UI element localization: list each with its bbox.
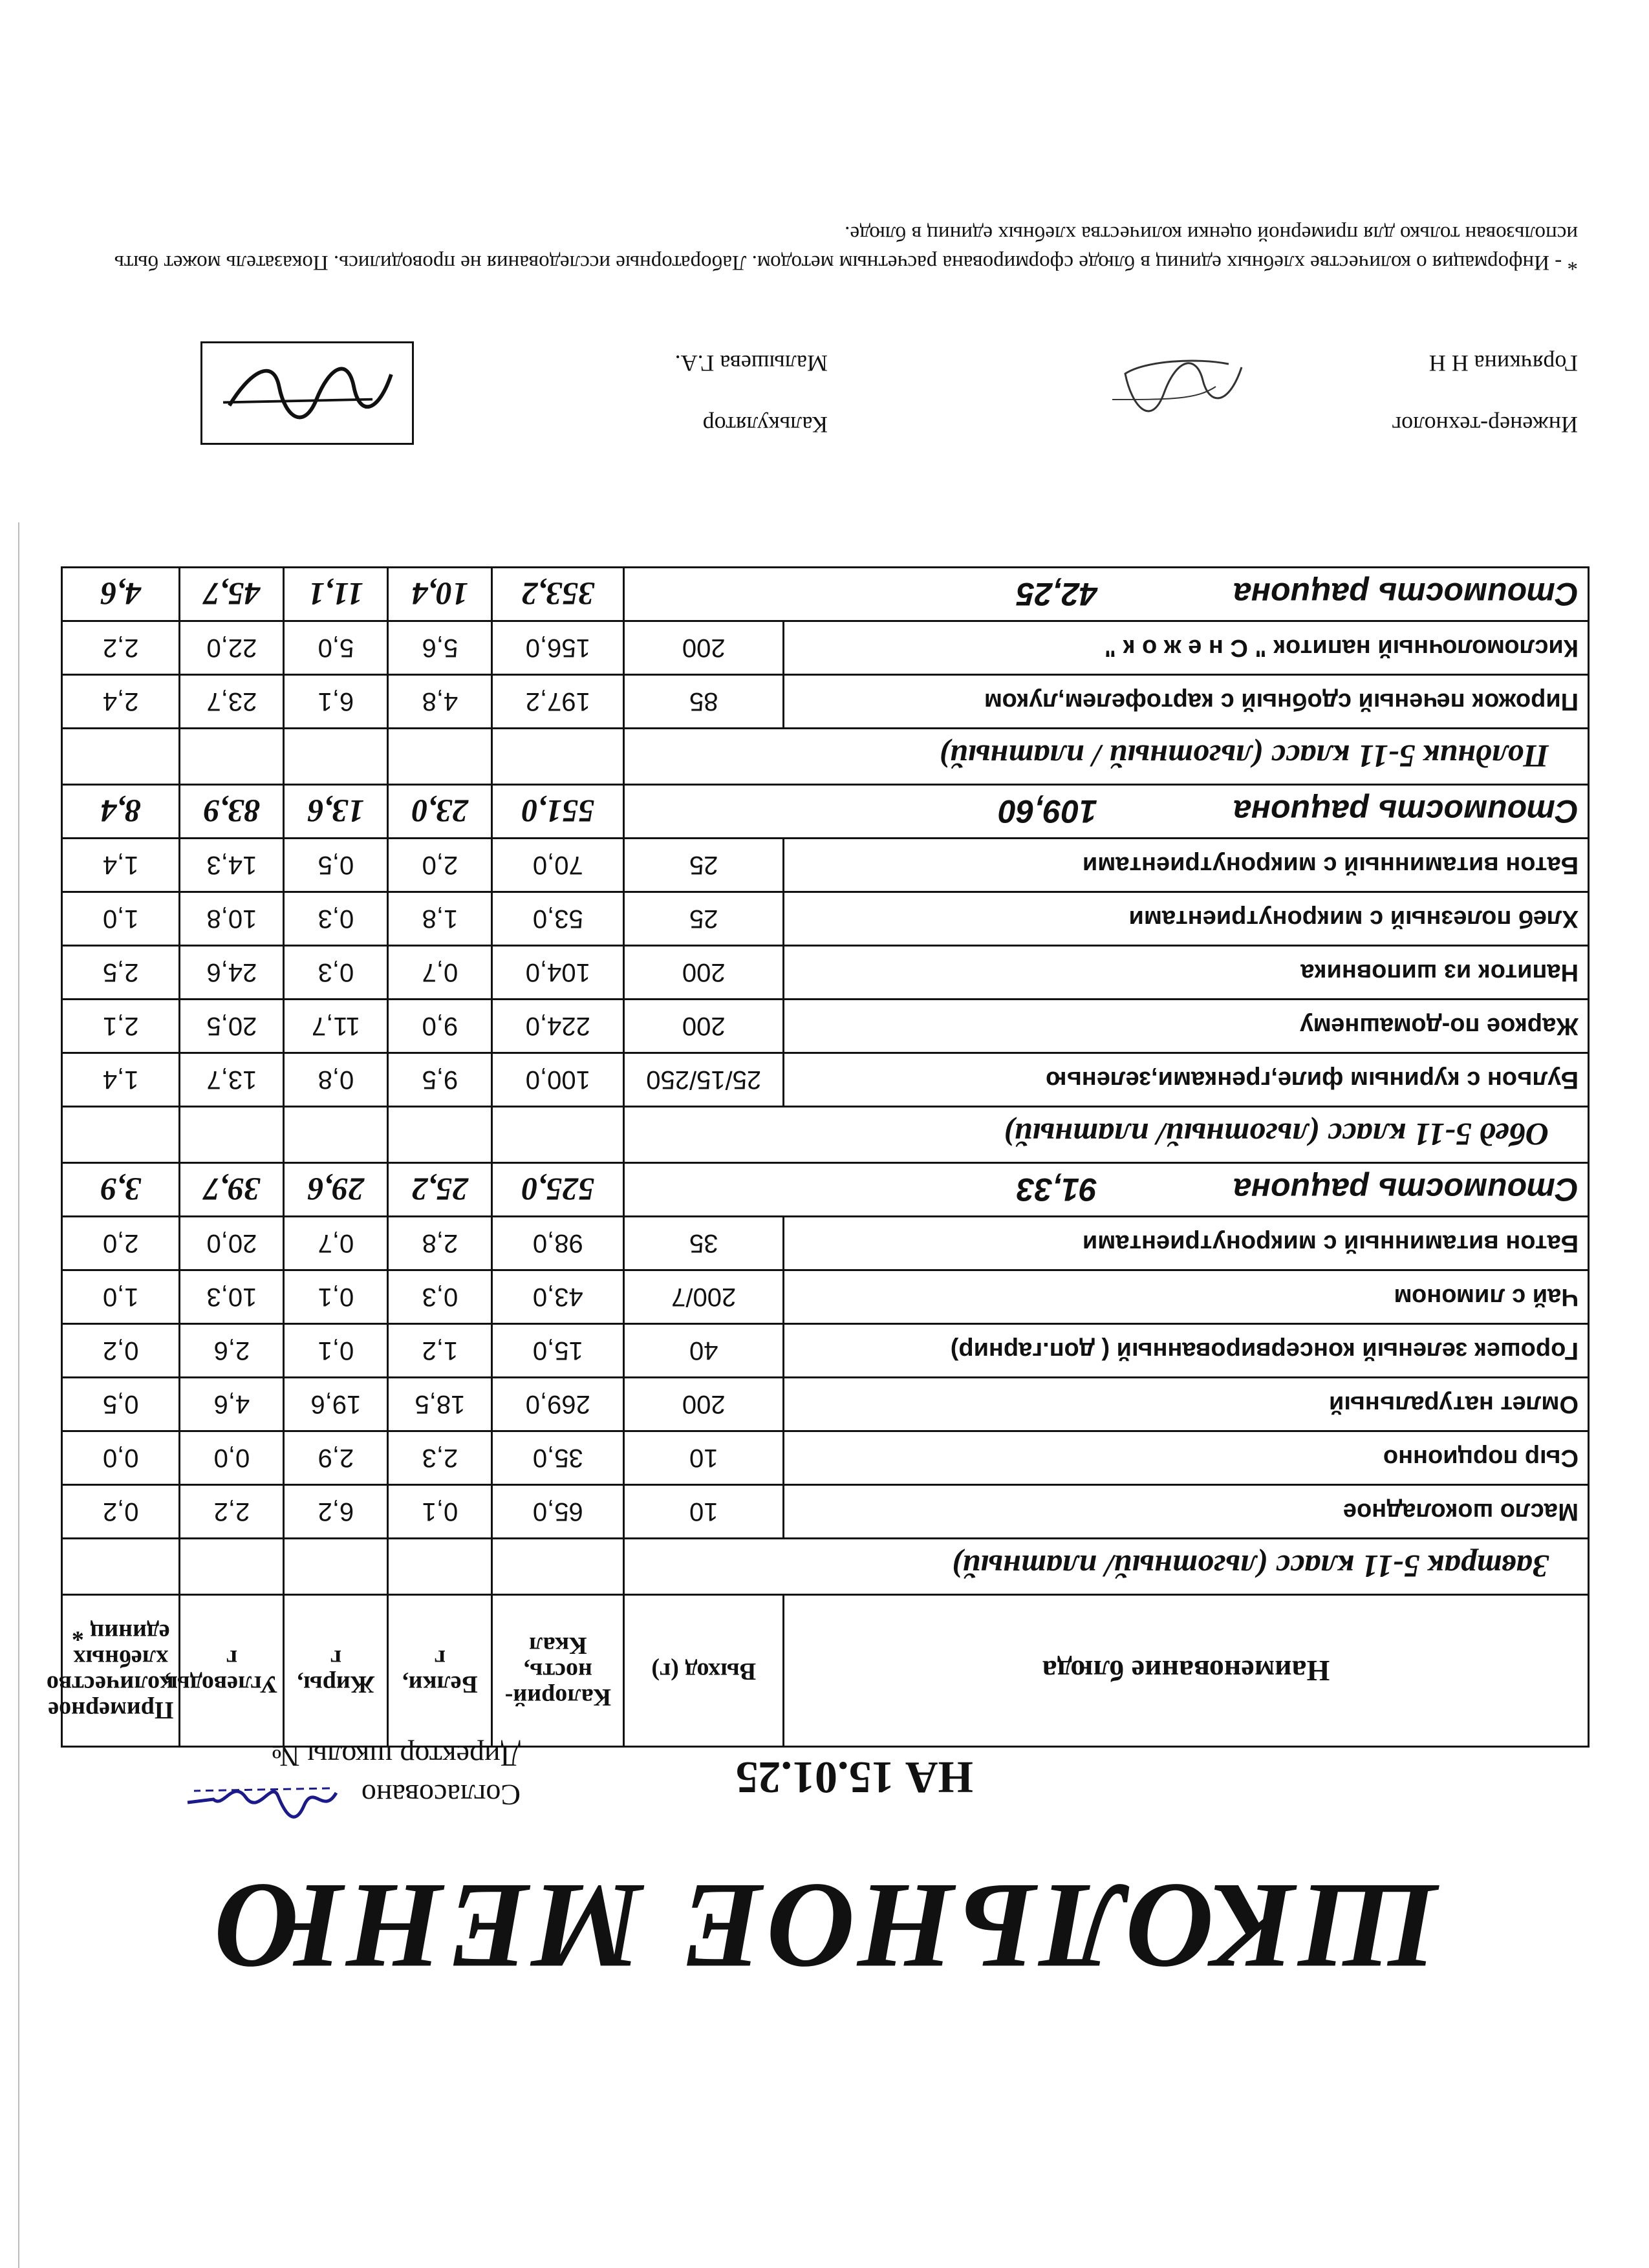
menu-table — [46, 566, 1590, 1748]
column-header-bread-units: Примерное количество хлебных единиц * — [62, 1595, 180, 1747]
cell-carbs: 10,8 — [180, 892, 284, 946]
total-row-breakfast — [62, 1163, 1589, 1217]
cell-protein: 1,2 — [388, 1324, 492, 1378]
cell-bread-units: 1,0 — [62, 892, 180, 946]
table-row — [62, 946, 1589, 1000]
cell-kcal: 35,0 — [492, 1431, 624, 1485]
cell-fat: 19,6 — [284, 1378, 388, 1431]
cell-bread-units: 1,4 — [62, 1053, 180, 1107]
total-bread-units: 3,9 — [62, 1163, 180, 1217]
cell-bread-units: 1,4 — [62, 839, 180, 892]
total-label: Стоимость рациона — [1233, 576, 1579, 612]
cell-bread-units: 0,5 — [62, 1378, 180, 1431]
cell-carbs: 24,6 — [180, 946, 284, 1000]
engineer-title: Инженер-технолог — [1392, 412, 1578, 438]
empty-cell — [388, 1107, 492, 1163]
cell-yield: 85 — [624, 675, 784, 729]
cell-fat: 0,1 — [284, 1324, 388, 1378]
cell-fat: 0,3 — [284, 946, 388, 1000]
total-protein: 10,4 — [388, 568, 492, 621]
total-cell — [624, 785, 1589, 839]
cell-carbs: 2,6 — [180, 1324, 284, 1378]
column-header-fat: Жиры, г — [284, 1595, 388, 1747]
cell-bread-units: 2,4 — [62, 675, 180, 729]
total-fat: 29,6 — [284, 1163, 388, 1217]
cell-fat: 0,5 — [284, 839, 388, 892]
total-cell — [624, 568, 1589, 621]
cell-fat: 0,8 — [284, 1053, 388, 1107]
empty-cell — [62, 729, 180, 785]
section-row-breakfast — [62, 1539, 1589, 1595]
total-label: Стоимость рациона — [1233, 793, 1579, 829]
cell-protein: 0,3 — [388, 1270, 492, 1324]
cell-fat: 11,7 — [284, 1000, 388, 1053]
total-fat: 11,1 — [284, 568, 388, 621]
cell-bread-units: 2,0 — [62, 1217, 180, 1270]
section-title: Обед 5-11 класс (льготный/ платный) — [624, 1107, 1589, 1163]
cell-protein: 2,3 — [388, 1431, 492, 1485]
scan-edge-line — [18, 522, 19, 2268]
cell-carbs: 14,3 — [180, 839, 284, 892]
table-row — [62, 621, 1589, 675]
cell-kcal: 98,0 — [492, 1217, 624, 1270]
cell-carbs: 13,7 — [180, 1053, 284, 1107]
cell-kcal: 65,0 — [492, 1485, 624, 1539]
cell-yield: 10 — [624, 1431, 784, 1485]
cell-yield: 200/7 — [624, 1270, 784, 1324]
footnote: * - Информация о количестве хлебных единиц в блюде сформирована расчетным методом. Лабораторные исследования не проводились. Показатель может быть использован только для примерной оценки количества хлебных единиц в блюде. — [114, 222, 1578, 274]
empty-cell — [62, 1107, 180, 1163]
total-bread-units: 8,4 — [62, 785, 180, 839]
cell-bread-units: 0,2 — [62, 1485, 180, 1539]
cell-yield: 10 — [624, 1485, 784, 1539]
empty-cell — [180, 1539, 284, 1595]
cell-fat: 0,1 — [284, 1270, 388, 1324]
total-kcal: 353,2 — [492, 568, 624, 621]
ration-cost: 91,33 — [1016, 1171, 1097, 1208]
cell-bread-units: 2,5 — [62, 946, 180, 1000]
dish-name: Батон витаминный с микронутриентами — [784, 839, 1589, 892]
cell-protein: 0,7 — [388, 946, 492, 1000]
dish-name: Масло шоколадное — [784, 1485, 1589, 1539]
cell-protein: 5,6 — [388, 621, 492, 675]
section-row-lunch — [62, 1107, 1589, 1163]
cell-protein: 18,5 — [388, 1378, 492, 1431]
cell-yield: 25 — [624, 839, 784, 892]
total-carbs: 45,7 — [180, 568, 284, 621]
empty-cell — [388, 1539, 492, 1595]
empty-cell — [388, 729, 492, 785]
section-title: Полдник 5-11 класс (льготный / платный) — [624, 729, 1589, 785]
cell-carbs: 22,0 — [180, 621, 284, 675]
column-header-carbs: Углеводы, г — [180, 1595, 284, 1747]
cell-kcal: 70,0 — [492, 839, 624, 892]
cell-yield: 35 — [624, 1217, 784, 1270]
empty-cell — [284, 1539, 388, 1595]
cell-bread-units: 0,2 — [62, 1324, 180, 1378]
cell-carbs: 20,5 — [180, 1000, 284, 1053]
empty-cell — [180, 729, 284, 785]
total-label: Стоимость рациона — [1233, 1171, 1579, 1208]
dish-name: Пирожок печеный сдобный с картофелем,луком — [784, 675, 1589, 729]
cell-kcal: 43,0 — [492, 1270, 624, 1324]
cell-fat: 2,9 — [284, 1431, 388, 1485]
total-bread-units: 4,6 — [62, 568, 180, 621]
dish-name: Напиток из шиповника — [784, 946, 1589, 1000]
cell-carbs: 0,0 — [180, 1431, 284, 1485]
ration-cost: 109,60 — [998, 793, 1097, 829]
cell-carbs: 4,6 — [180, 1378, 284, 1431]
cell-yield: 200 — [624, 946, 784, 1000]
total-carbs: 39,7 — [180, 1163, 284, 1217]
empty-cell — [180, 1107, 284, 1163]
dish-name: Омлет натуральный — [784, 1378, 1589, 1431]
table-row — [62, 892, 1589, 946]
cell-protein: 0,1 — [388, 1485, 492, 1539]
cell-yield: 200 — [624, 1378, 784, 1431]
director-line: Директор школы № — [271, 1740, 521, 1773]
cell-kcal: 224,0 — [492, 1000, 624, 1053]
table-row — [62, 839, 1589, 892]
calculator-title: Калькулятор — [702, 412, 828, 438]
cell-fat: 0,3 — [284, 892, 388, 946]
total-fat: 13,6 — [284, 785, 388, 839]
total-cell — [624, 1163, 1589, 1217]
dish-name: Кисломолочный напиток " С н е ж о к " — [784, 621, 1589, 675]
total-kcal: 525,0 — [492, 1163, 624, 1217]
cell-carbs: 2,2 — [180, 1485, 284, 1539]
section-title: Завтрак 5-11 класс (льготный/ платный) — [624, 1539, 1589, 1595]
cell-kcal: 53,0 — [492, 892, 624, 946]
table-row — [62, 1378, 1589, 1431]
empty-cell — [62, 1539, 180, 1595]
cell-bread-units: 0,0 — [62, 1431, 180, 1485]
table-row — [62, 1270, 1589, 1324]
table-row — [62, 1053, 1589, 1107]
cell-fat: 6,2 — [284, 1485, 388, 1539]
dish-name: Чай с лимоном — [784, 1270, 1589, 1324]
cell-bread-units: 1,0 — [62, 1270, 180, 1324]
cell-fat: 0,7 — [284, 1217, 388, 1270]
ration-cost: 42,25 — [1016, 576, 1097, 612]
table-row — [62, 1217, 1589, 1270]
cell-carbs: 20,0 — [180, 1217, 284, 1270]
total-row-snack — [62, 568, 1589, 621]
section-row-snack — [62, 729, 1589, 785]
dish-name: Жаркое по-домашнему — [784, 1000, 1589, 1053]
empty-cell — [492, 729, 624, 785]
table-row — [62, 1324, 1589, 1378]
cell-kcal: 269,0 — [492, 1378, 624, 1431]
column-header-dish: Наименование блюда — [784, 1595, 1589, 1747]
empty-cell — [492, 1107, 624, 1163]
empty-cell — [284, 729, 388, 785]
total-row-lunch — [62, 785, 1589, 839]
total-carbs: 83,9 — [180, 785, 284, 839]
menu-date: НА 15.01.25 — [735, 1752, 973, 1802]
cell-kcal: 104,0 — [492, 946, 624, 1000]
table-row — [62, 1431, 1589, 1485]
page-title: ШКОЛЬНОЕ МЕНЮ — [210, 1858, 1439, 1994]
cell-yield: 40 — [624, 1324, 784, 1378]
dish-name: Батон витаминный с микронутриентами — [784, 1217, 1589, 1270]
approved-signature-stamp — [181, 1777, 343, 1828]
cell-kcal: 197,2 — [492, 675, 624, 729]
dish-name: Горошек зеленый консервированный ( доп.гарнир) — [784, 1324, 1589, 1378]
cell-yield: 200 — [624, 1000, 784, 1053]
cell-protein: 1,8 — [388, 892, 492, 946]
cell-kcal: 156,0 — [492, 621, 624, 675]
dish-name: Сыр порционно — [784, 1431, 1589, 1485]
empty-cell — [284, 1107, 388, 1163]
cell-yield: 25/15/250 — [624, 1053, 784, 1107]
table-row — [62, 1485, 1589, 1539]
signatures-block — [78, 296, 1578, 438]
total-protein: 25,2 — [388, 1163, 492, 1217]
cell-protein: 2,0 — [388, 839, 492, 892]
cell-bread-units: 2,2 — [62, 621, 180, 675]
cell-protein: 9,0 — [388, 1000, 492, 1053]
cell-protein: 2,8 — [388, 1217, 492, 1270]
calculator-name: Малышева Г.А. — [674, 350, 828, 376]
calculator-signature — [200, 341, 414, 445]
cell-kcal: 15,0 — [492, 1324, 624, 1378]
cell-carbs: 10,3 — [180, 1270, 284, 1324]
cell-yield: 25 — [624, 892, 784, 946]
engineer-signature — [1099, 348, 1255, 419]
cell-kcal: 100,0 — [492, 1053, 624, 1107]
cell-fat: 6,1 — [284, 675, 388, 729]
cell-bread-units: 2,1 — [62, 1000, 180, 1053]
empty-cell — [492, 1539, 624, 1595]
cell-carbs: 23,7 — [180, 675, 284, 729]
approved-label: Согласовано — [361, 1779, 521, 1812]
total-kcal: 551,0 — [492, 785, 624, 839]
dish-name: Хлеб полезный с микронутриентами — [784, 892, 1589, 946]
cell-yield: 200 — [624, 621, 784, 675]
table-header-row — [62, 1595, 1589, 1747]
column-header-yield: Выход (г) — [624, 1595, 784, 1747]
menu-table-body — [62, 568, 1589, 1595]
table-row — [62, 675, 1589, 729]
cell-protein: 4,8 — [388, 675, 492, 729]
table-row — [62, 1000, 1589, 1053]
total-protein: 23,0 — [388, 785, 492, 839]
cell-protein: 9,5 — [388, 1053, 492, 1107]
column-header-kcal: Калорий-ность, Ккал — [492, 1595, 624, 1747]
dish-name: Бульон с куриным филе,гренками,зеленью — [784, 1053, 1589, 1107]
cell-fat: 5,0 — [284, 621, 388, 675]
engineer-name: Горячкина Н Н — [1428, 350, 1578, 376]
column-header-protein: Белки, г — [388, 1595, 492, 1747]
